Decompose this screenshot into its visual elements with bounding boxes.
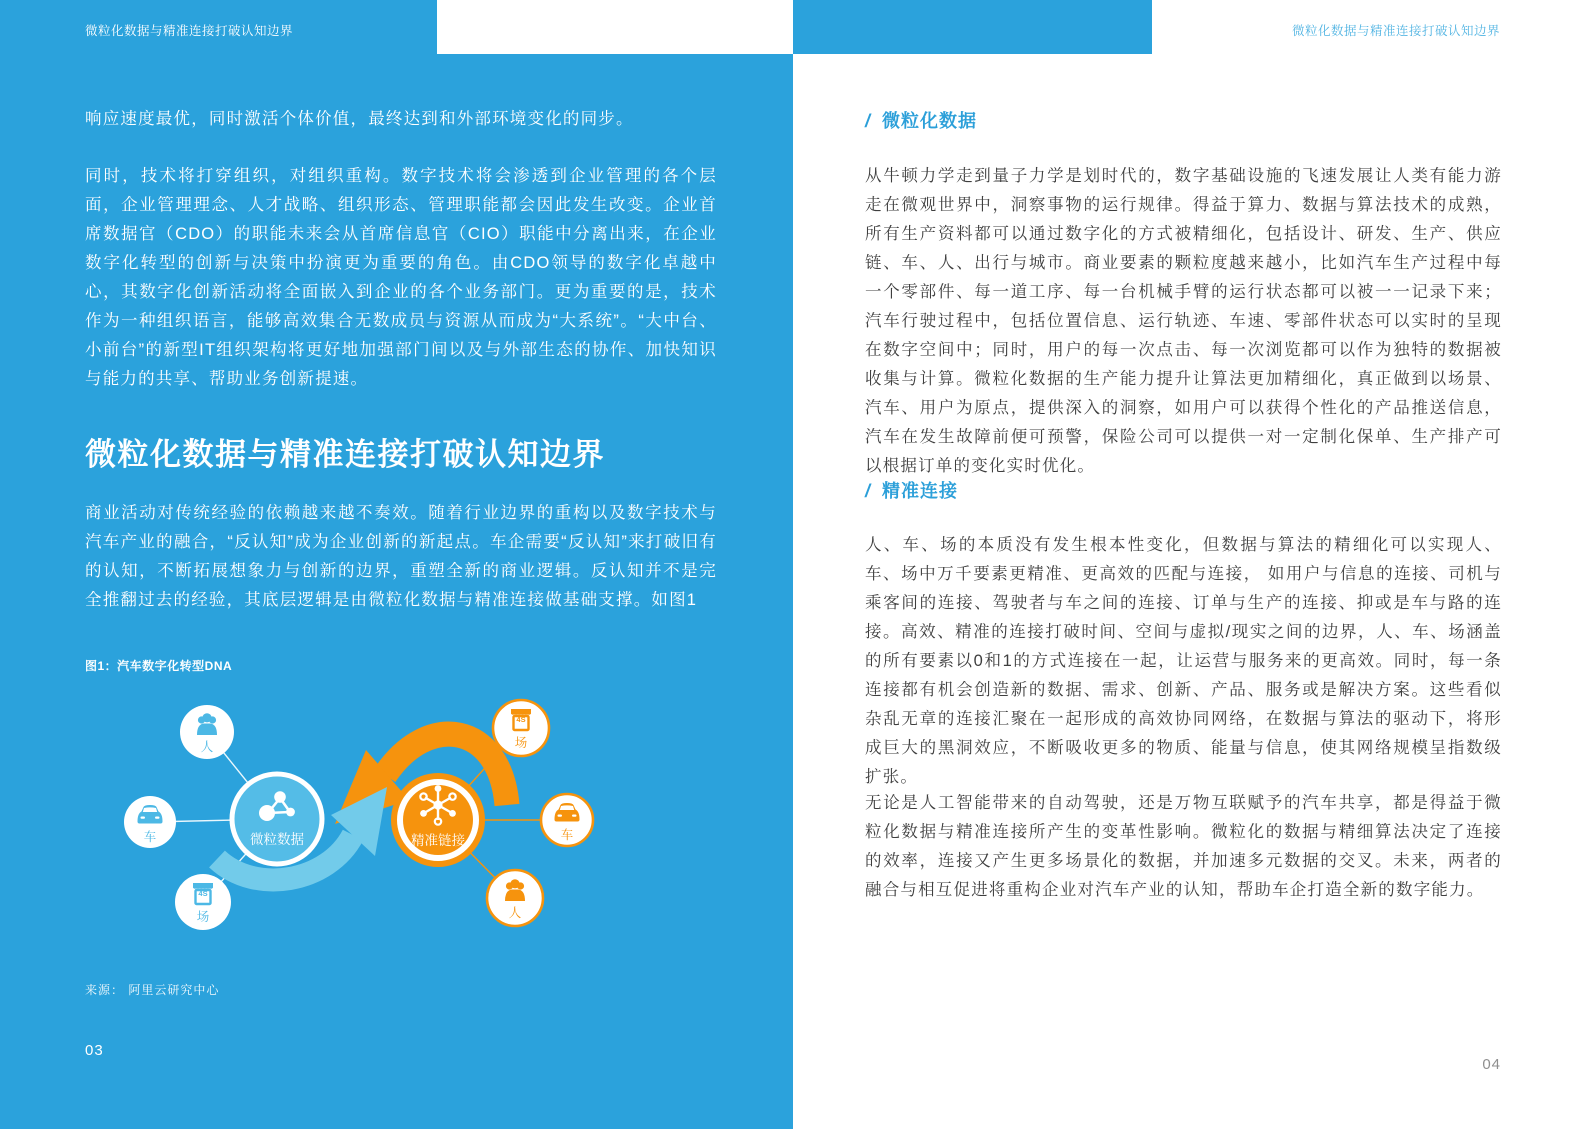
- shop-badge-left: 4S: [198, 889, 208, 898]
- section1-heading: [865, 107, 1502, 133]
- page-number-right: 04: [1482, 1056, 1501, 1073]
- node-person-right: [487, 870, 543, 926]
- node-site-right: [493, 700, 549, 756]
- section1-heading-text: 微粒化数据: [882, 111, 978, 131]
- node-site-left: [175, 874, 231, 930]
- node-precise-link: [394, 776, 482, 864]
- precise-link-label: 精准链接: [411, 833, 465, 848]
- node-person-left-label: 人: [200, 740, 214, 754]
- heading-slash-icon: /: [865, 481, 872, 501]
- shop-badge-right: 4S: [516, 715, 526, 724]
- section-title: 微粒化数据与精准连接打破认知边界: [85, 437, 605, 472]
- header-band-blue: [793, 0, 1152, 54]
- node-site-right-label: 场: [514, 736, 528, 750]
- node-car-left-label: 车: [143, 830, 157, 844]
- section2-paragraph-2: 无论是人工智能带来的自动驾驶，还是万物互联赋予的汽车共享，都是得益于微粒化数据与精准连接所产生的变革性影响。微粒化的数据与精细算法决定了连接的效率，连接又产生更多场景化的数据，并加速多元数据的交叉。未来，两者的融合与相互促进将重构企业对汽车产业的认知，帮助车企打造全新的数字能力。: [865, 794, 1502, 899]
- right-running-header: 微粒化数据与精准连接打破认知边界: [1291, 24, 1500, 38]
- left-paragraph-2: 同时，技术将打穿组织，对组织重构。数字技术将会渗透到企业管理的各个层面，企业管理理念、人才战略、组织形态、管理职能都会因此发生改变。企业首席数据官（CDO）的职能未来会从首席信息官（CIO）职能中分离出来，在企业数字化转型的创新与决策中扮演更为重要的角色。由CDO领导的数字化卓越中心，其数字化创新活动将全面嵌入到企业的各个业务部门。更为重要的是，技术作为一种组织语言，能够高效集合无数成员与资源从而成为“大系统”。“大中台、小前台”的新型IT组织架构将更好地加强部门间以及与外部生态的协作、加快知识与能力的共享、帮助业务创新提速。: [85, 167, 717, 388]
- node-person-right-label: 人: [508, 906, 522, 920]
- left-paragraph-1: 响应速度最优，同时激活个体价值，最终达到和外部环境变化的同步。: [85, 110, 634, 128]
- left-running-header: 微粒化数据与精准连接打破认知边界: [85, 24, 294, 38]
- section1-paragraph: 从牛顿力学走到量子力学是划时代的，数字基础设施的飞速发展让人类有能力游走在微观世界中，洞察事物的运行规律。得益于算力、数据与算法技术的成熟，所有生产资料都可以通过数字化的方式被精细化，包括设计、研发、生产、供应链、车、人、出行与城市。商业要素的颗粒度越来越小，比如汽车生产过程中每一个零部件、每一道工序、每一台机械手臂的运行状态都可以被一一记录下来；汽车行驶过程中，包括位置信息、运行轨迹、车速、零部件状态可以实时的呈现在数字空间中；同时，用户的每一次点击、每一次浏览都可以作为独特的数据被收集与计算。微粒化数据的生产能力提升让算法更加精细化，真正做到以场景、汽车、用户为原点，提供深入的洞察，如用户可以获得个性化的产品推送信息，汽车在发生故障前便可预警，保险公司可以提供一对一定制化保单、生产排产可以根据订单的变化实时优化。: [865, 167, 1502, 475]
- micro-data-label: 微粒数据: [250, 832, 304, 847]
- node-micro-data: [232, 774, 322, 864]
- heading-slash-icon: /: [865, 111, 872, 131]
- page-number-left: 03: [85, 1042, 104, 1059]
- section2-paragraph-1: 人、车、场的本质没有发生根本性变化，但数据与算法的精细化可以实现人、车、场中万千要素更精准、更高效的匹配与连接， 如用户与信息的连接、司机与乘客间的连接、驾驶者与车之间的连接、订单与生产的连接、抑或是车与路的连接。高效、精准的连接打破时间、空间与虚拟/现实之间的边界，人、车、场涵盖的所有要素以0和1的方式连接在一起，让运营与服务来的更高效。同时，每一条连接都有机会创造新的数据、需求、创新、产品、服务或是解决方案。这些看似杂乱无章的连接汇聚在一起形成的高效协同网络，在数据与算法的驱动下，将形成巨大的黑洞效应，不断吸收更多的物质、能量与信息，使其网络规模呈指数级扩张。: [865, 536, 1502, 786]
- figure-caption: 图1：汽车数字化转型DNA: [85, 659, 233, 673]
- node-site-left-label: 场: [196, 910, 210, 924]
- node-car-right-label: 车: [560, 828, 574, 842]
- section2-heading: [865, 477, 1502, 503]
- header-band-white: [437, 0, 793, 54]
- figure-dna-diagram: [70, 683, 630, 953]
- node-car-right: [541, 794, 593, 846]
- node-person-left: [180, 705, 234, 759]
- figure-source: 来源： 阿里云研究中心: [85, 983, 220, 997]
- left-paragraph-3: 商业活动对传统经验的依赖越来越不奏效。随着行业边界的重构以及数字技术与汽车产业的融合，“反认知”成为企业创新的新起点。车企需要“反认知”来打破旧有的认知，不断拓展想象力与创新的边界，重塑全新的商业逻辑。反认知并不是完全推翻过去的经验，其底层逻辑是由微粒化数据与精准连接做基础支撑。如图1: [85, 504, 717, 609]
- node-car-left: [124, 796, 176, 848]
- section2-heading-text: 精准连接: [882, 481, 959, 501]
